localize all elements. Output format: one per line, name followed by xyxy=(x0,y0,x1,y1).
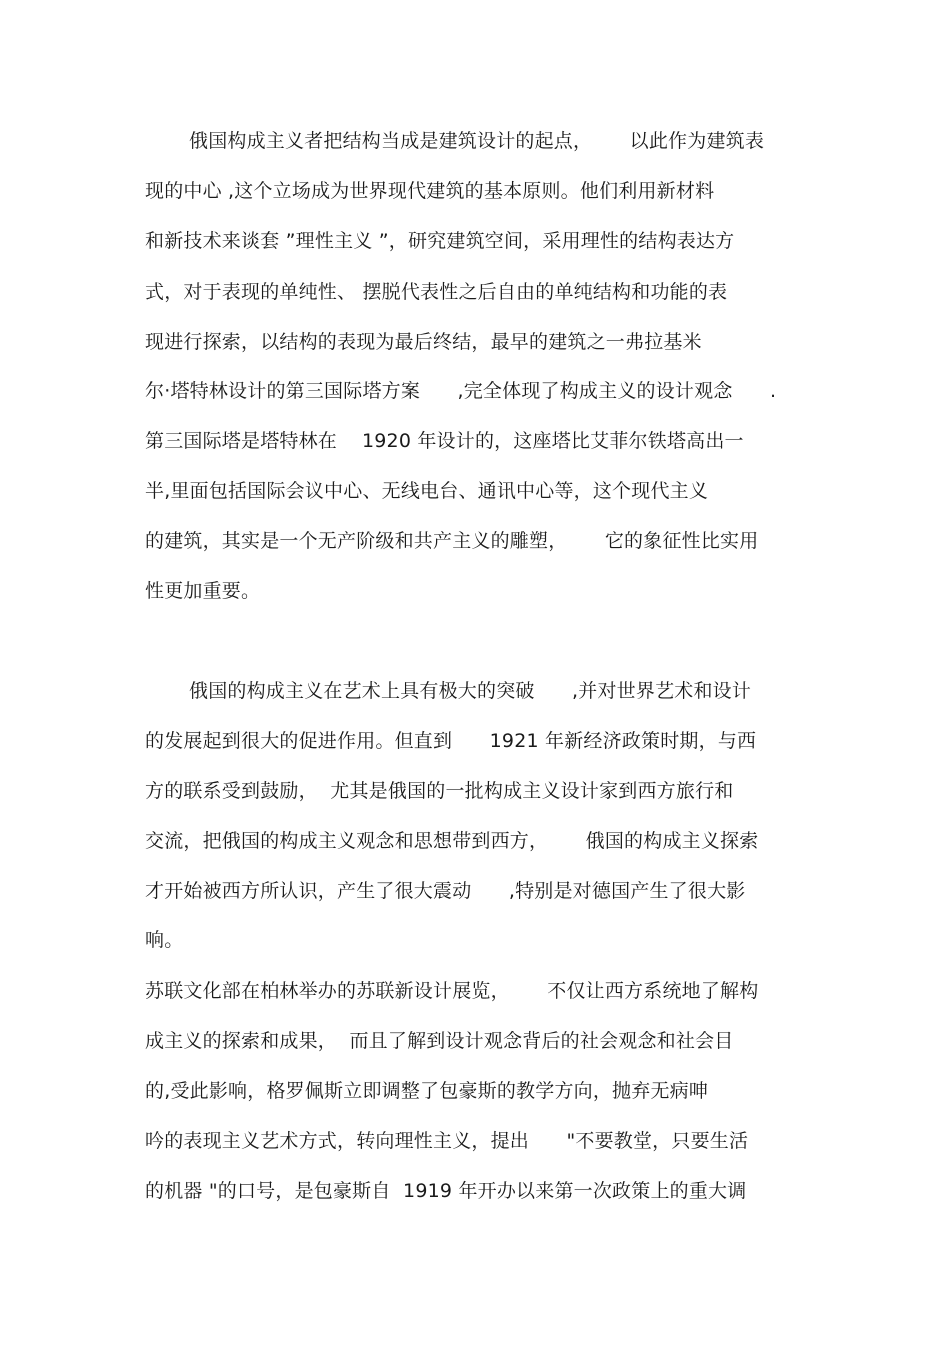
paragraph-line: 响。 xyxy=(145,929,184,951)
paragraph-line: 的建筑，其实是一个无产阶级和共产主义的雕塑， 它的象征性比实用 xyxy=(145,530,759,552)
paragraph-line: 的,受此影响，格罗佩斯立即调整了包豪斯的教学方向，抛弃无病呻 xyxy=(145,1080,709,1102)
paragraph-line: 式，对于表现的单纯性、 摆脱代表性之后自由的单纯结构和功能的表 xyxy=(145,281,728,303)
paragraph-line: 性更加重要。 xyxy=(145,580,261,602)
paragraph-line: 吟的表现主义艺术方式，转向理性主义，提出 "不要教堂，只要生活 xyxy=(145,1130,749,1152)
paragraph-line: 半,里面包括国际会议中心、无线电台、通讯中心等，这个现代主义 xyxy=(145,480,709,502)
paragraph-line: 的机器 "的口号，是包豪斯自 1919 年开办以来第一次政策上的重大调 xyxy=(145,1180,747,1202)
paragraph-line: 现的中心 ,这个立场成为世界现代建筑的基本原则。他们利用新材料 xyxy=(145,180,715,202)
paragraph-line: 和新技术来谈套 ”理性主义 ”，研究建筑空间，采用理性的结构表达方 xyxy=(145,230,735,252)
paragraph-line: 俄国构成主义者把结构当成是建筑设计的起点， 以此作为建筑表 xyxy=(189,130,765,152)
paragraph-line: 交流，把俄国的构成主义观念和思想带到西方， 俄国的构成主义探索 xyxy=(145,830,759,852)
paragraph-line: 第三国际塔是塔特林在 1920 年设计的，这座塔比艾菲尔铁塔高出一 xyxy=(145,430,744,452)
paragraph-line: 方的联系受到鼓励， 尤其是俄国的一批构成主义设计家到西方旅行和 xyxy=(145,780,734,802)
paragraph-line: 现进行探索，以结构的表现为最后终结，最早的建筑之一弗拉基米 xyxy=(145,331,702,353)
paragraph-line: 的发展起到很大的促进作用。但直到 1921 年新经济政策时期，与西 xyxy=(145,730,757,752)
paragraph-line: 苏联文化部在柏林举办的苏联新设计展览， 不仅让西方系统地了解构 xyxy=(145,980,759,1002)
paragraph-line: 尔·塔特林设计的第三国际塔方案 ,完全体现了构成主义的设计观念 . xyxy=(145,380,777,402)
paragraph-line: 才开始被西方所认识，产生了很大震动 ,特别是对德国产生了很大影 xyxy=(145,880,746,902)
paragraph-line: 成主义的探索和成果， 而且了解到设计观念背后的社会观念和社会目 xyxy=(145,1030,734,1052)
paragraph-line: 俄国的构成主义在艺术上具有极大的突破 ,并对世界艺术和设计 xyxy=(189,680,752,702)
